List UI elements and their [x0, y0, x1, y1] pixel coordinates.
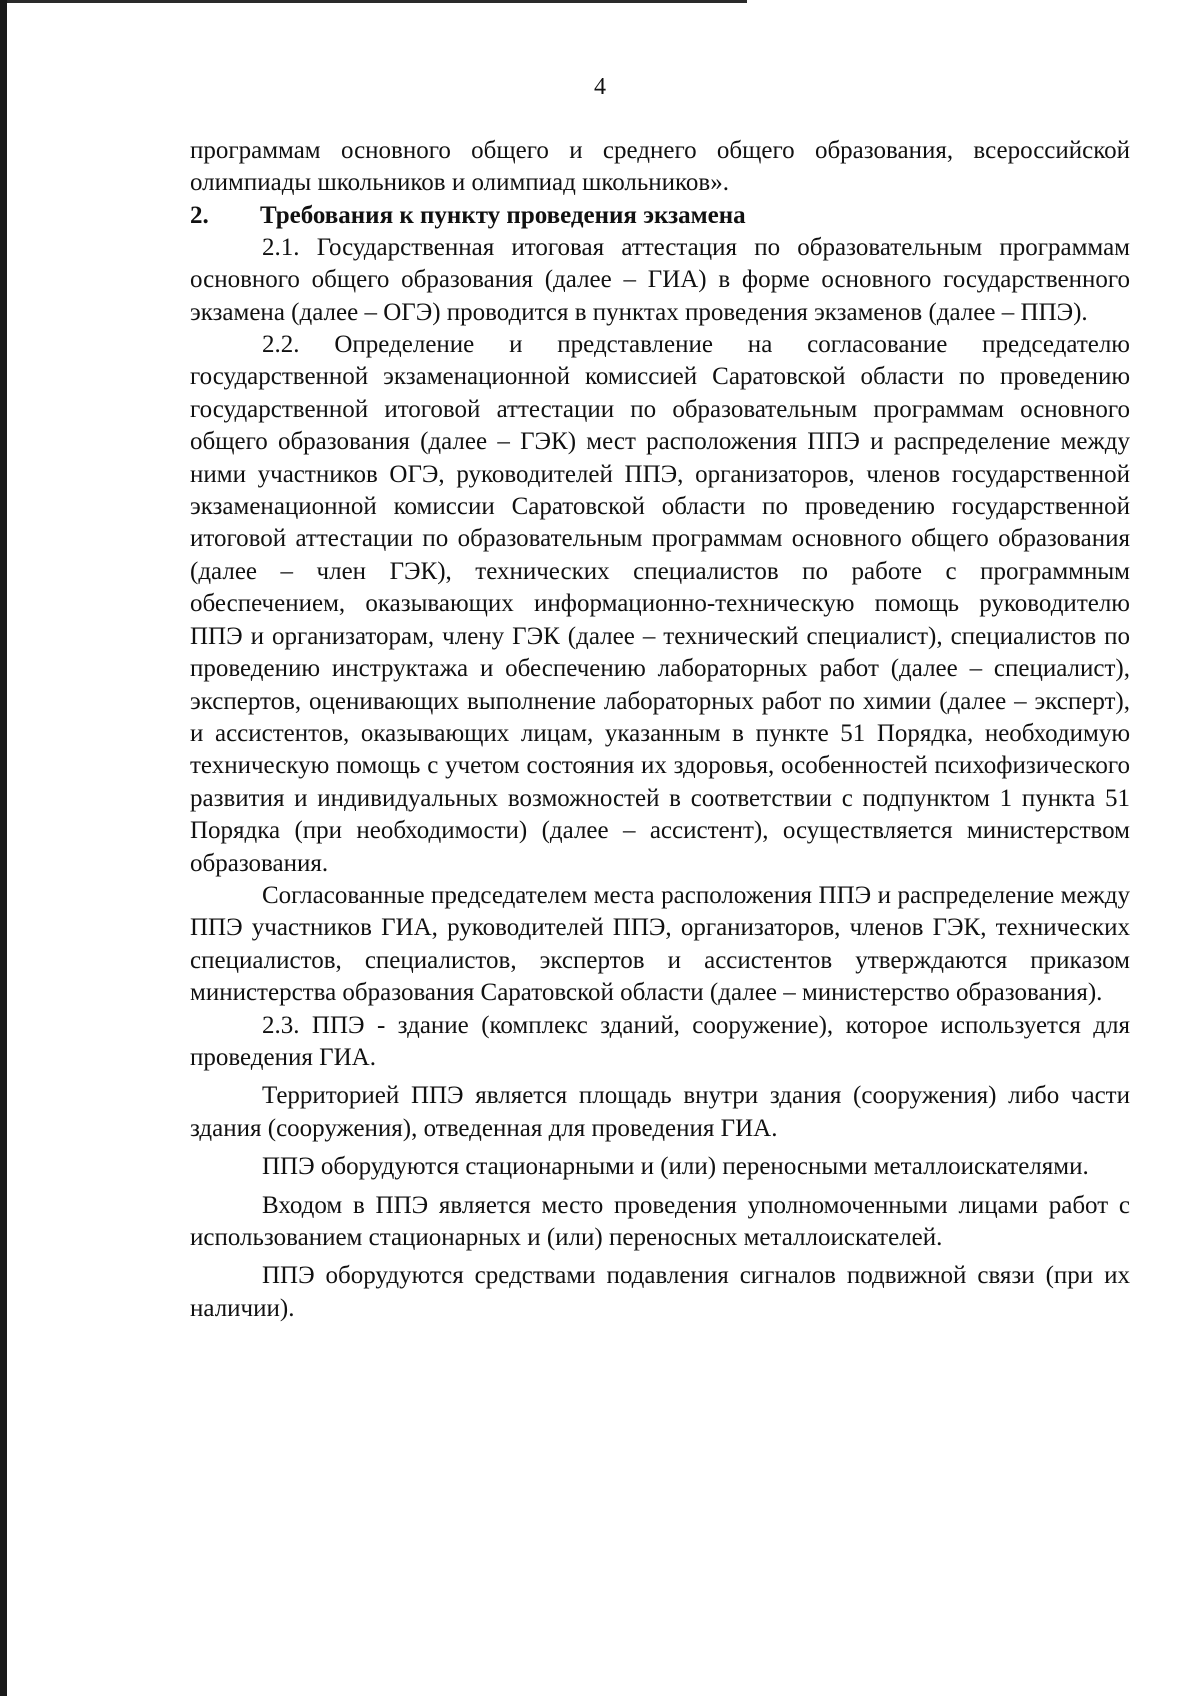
- intro-paragraph: программам основного общего и среднего общего образования, всероссийской олимпиады школьников и олимпиад школьников».: [190, 137, 1130, 197]
- page-number: 4: [594, 74, 606, 100]
- scan-left-border: [0, 0, 7, 1696]
- paragraph-2-3: 2.3. ППЭ - здание (комплекс зданий, сооружение), которое используется для проведения ГИА.: [190, 1011, 1130, 1071]
- paragraph-metal-detectors: ППЭ оборудуются стационарными и (или) переносными металлоискателями.: [262, 1153, 1089, 1181]
- paragraph-signal-jammers: ППЭ оборудуются средствами подавления сигналов подвижной связи (при их наличии).: [190, 1262, 1130, 1322]
- section-heading: [190, 200, 1130, 232]
- section-title: Требования к пункту проведения экзамена: [260, 201, 746, 229]
- paragraph-2-1: 2.1. Государственная итоговая аттестация по образовательным программам основного общего образования (далее – ГИА) в форме основного государственного экзамена (далее – ОГЭ) проводится в пунктах проведения экзаменов (далее – ППЭ).: [190, 233, 1130, 326]
- paragraph-entrance: Входом в ППЭ является место проведения уполномоченными лицами работ с использованием стационарных и (или) переносных металлоискателей.: [190, 1191, 1130, 1251]
- section-number: 2.: [190, 201, 209, 229]
- paragraph-2-2: 2.2. Определение и представление на согласование председателю государственной экзаменационной комиссией Саратовской области по проведению государственной итоговой аттестации по образовательным программам основного общего образования (далее – ГЭК) мест расположения ППЭ и распределение между ними участников ОГЭ, руководителей ППЭ, организаторов, членов государственной экзаменационной комиссии Саратовской области по проведению государственной итоговой аттестации по образовательным программам основного общего образования (далее – член ГЭК), технических специалистов по работе с программным обеспечением, оказывающих информационно-техническую помощь руководителю ППЭ и организаторам, члену ГЭК (далее – технический специалист), специалистов по проведению инструктажа и обеспечению лабораторных работ (далее – специалист), экспертов, оценивающих выполнение лабораторных работ по химии (далее – эксперт), и ассистентов, оказывающих лицам, указанным в пункте 51 Порядка, необходимую техническую помощь с учетом состояния их здоровья, особенностей психофизического развития и индивидуальных возможностей в соответствии с подпунктом 1 пункта 51 Порядка (при необходимости) (далее – ассистент), осуществляется министерством образования.: [190, 331, 1130, 877]
- paragraph-territory: Территорией ППЭ является площадь внутри здания (сооружения) либо части здания (сооружения), отведенная для проведения ГИА.: [190, 1082, 1130, 1142]
- document-body: [190, 135, 1130, 1325]
- paragraph-approval: Согласованные председателем места расположения ППЭ и распределение между ППЭ участников ГИА, руководителей ППЭ, организаторов, членов ГЭК, технических специалистов, специалистов, экспертов и ассистентов утверждаются приказом министерства образования Саратовской области (далее – министерство образования).: [190, 881, 1130, 1007]
- scan-top-border: [7, 0, 747, 3]
